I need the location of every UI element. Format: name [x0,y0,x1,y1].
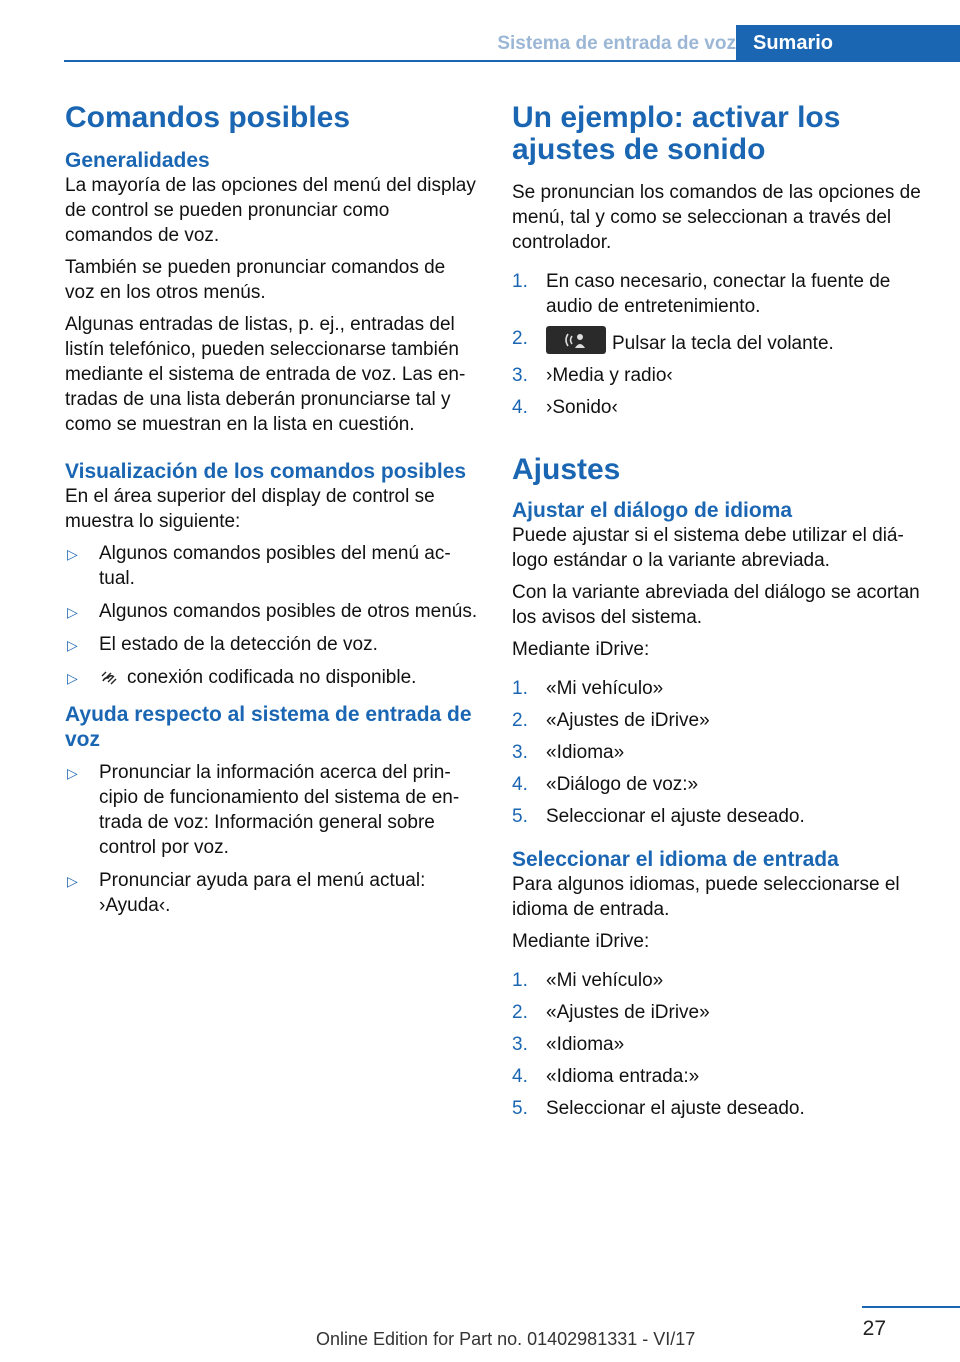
heading-comandos-posibles: Comandos posibles [65,101,351,134]
summary-tab[interactable]: Sumario [736,25,960,62]
list-item: 2. «Ajustes de iDrive» [512,1002,710,1023]
left-column [65,102,480,930]
heading-un-ejemplo: Un ejemplo: activar los ajustes de sonido [512,101,841,166]
bullet-list [65,541,480,690]
heading-ajustes: Ajustes [512,453,621,486]
list-item: 2. «Ajustes de iDrive» [512,710,710,731]
list-item: 3. ›Media y radio‹ [512,365,673,386]
list-item: ▷ Algunos comandos posibles de otros menús. [65,599,480,624]
paragraph: Mediante iDrive: [512,639,650,660]
list-item: ▷ Pronunciar ayuda para el menú actual: ›Ayuda‹. [67,870,426,916]
heading-ayuda: Ayuda respecto al sistema de entrada de voz [65,703,472,751]
unencrypted-connection-icon [99,666,119,686]
page-header [64,25,960,62]
paragraph: Algunas entradas de listas, p. ej., entradas del listín telefónico, pueden seleccionarse también mediante el sistema de entrada de voz. Las entradas de una lista deberán pronunciarse tal y como se muestran en la lista en cuestión. [65,314,466,435]
numbered-list [512,968,927,1121]
triangle-bullet-icon: ▷ [67,546,78,562]
heading-seleccionar-idioma: Seleccionar el idioma de entrada [512,848,839,871]
paragraph: Se pronuncian los comandos de las opciones de menú, tal y como se seleccionan a través del controlador. [512,182,921,253]
right-column [512,102,927,1135]
footer-rule [862,1306,960,1308]
paragraph: Con la variante abreviada del diálogo se acortan los avisos del sistema. [512,582,920,628]
list-item: 4. «Diálogo de voz:» [512,774,699,795]
heading-visualizacion: Visualización de los comandos posibles [65,460,467,483]
triangle-bullet-icon: ▷ [67,670,78,686]
numbered-list [512,676,927,829]
list-item: ▷ Pronunciar la información acerca del principio de funcionamiento del sistema de entrada de voz: Información general sobre control por voz. [67,762,460,858]
paragraph: La mayoría de las opciones del menú del display de control se pueden pronunciar como comandos de voz. [65,175,476,246]
list-item: 1. En caso necesario, conectar la fuente de audio de entretenimiento. [512,271,891,317]
triangle-bullet-icon: ▷ [67,765,78,781]
list-item: 4. «Idioma entrada:» [512,1066,700,1087]
list-item: ▷ conexión codificada no disponible. [65,665,480,690]
page-number: 27 [862,1317,886,1340]
triangle-bullet-icon: ▷ [67,873,78,889]
list-item: 1. «Mi vehículo» [512,678,664,699]
voice-button-icon [546,326,606,354]
list-item: 2. Pulsar la tecla del volante. [512,328,834,354]
heading-ajustar-dialogo: Ajustar el diálogo de idioma [512,499,793,522]
paragraph: Mediante iDrive: [512,931,650,952]
list-item: 3. «Idioma» [512,1034,625,1055]
triangle-bullet-icon: ▷ [67,637,78,653]
bullet-list [65,760,480,918]
edition-note: Online Edition for Part no. 01402981331 - VI/17 [316,1329,696,1349]
heading-generalidades: Generalidades [65,149,210,172]
header-rule [64,60,736,62]
paragraph: Para algunos idiomas, puede seleccionarse el idioma de entrada. [512,874,900,920]
paragraph: En el área superior del display de control se muestra lo siguiente: [65,486,435,532]
list-item: ▷ Algunos comandos posibles del menú actual. [67,543,451,589]
list-item: 5. Seleccionar el ajuste deseado. [512,1098,805,1119]
triangle-bullet-icon: ▷ [67,604,78,620]
list-item: 1. «Mi vehículo» [512,970,664,991]
list-item: 3. «Idioma» [512,742,625,763]
list-item: ▷ El estado de la detección de voz. [65,632,480,657]
list-item: 5. Seleccionar el ajuste deseado. [512,806,805,827]
paragraph: Puede ajustar si el sistema debe utilizar el diálogo estándar o la variante abreviada. [512,525,904,571]
paragraph: También se pueden pronunciar comandos de voz en los otros menús. [65,257,446,303]
numbered-list [512,269,927,420]
list-item: 4. ›Sonido‹ [512,397,618,418]
section-title: Sistema de entrada de voz [497,33,736,54]
